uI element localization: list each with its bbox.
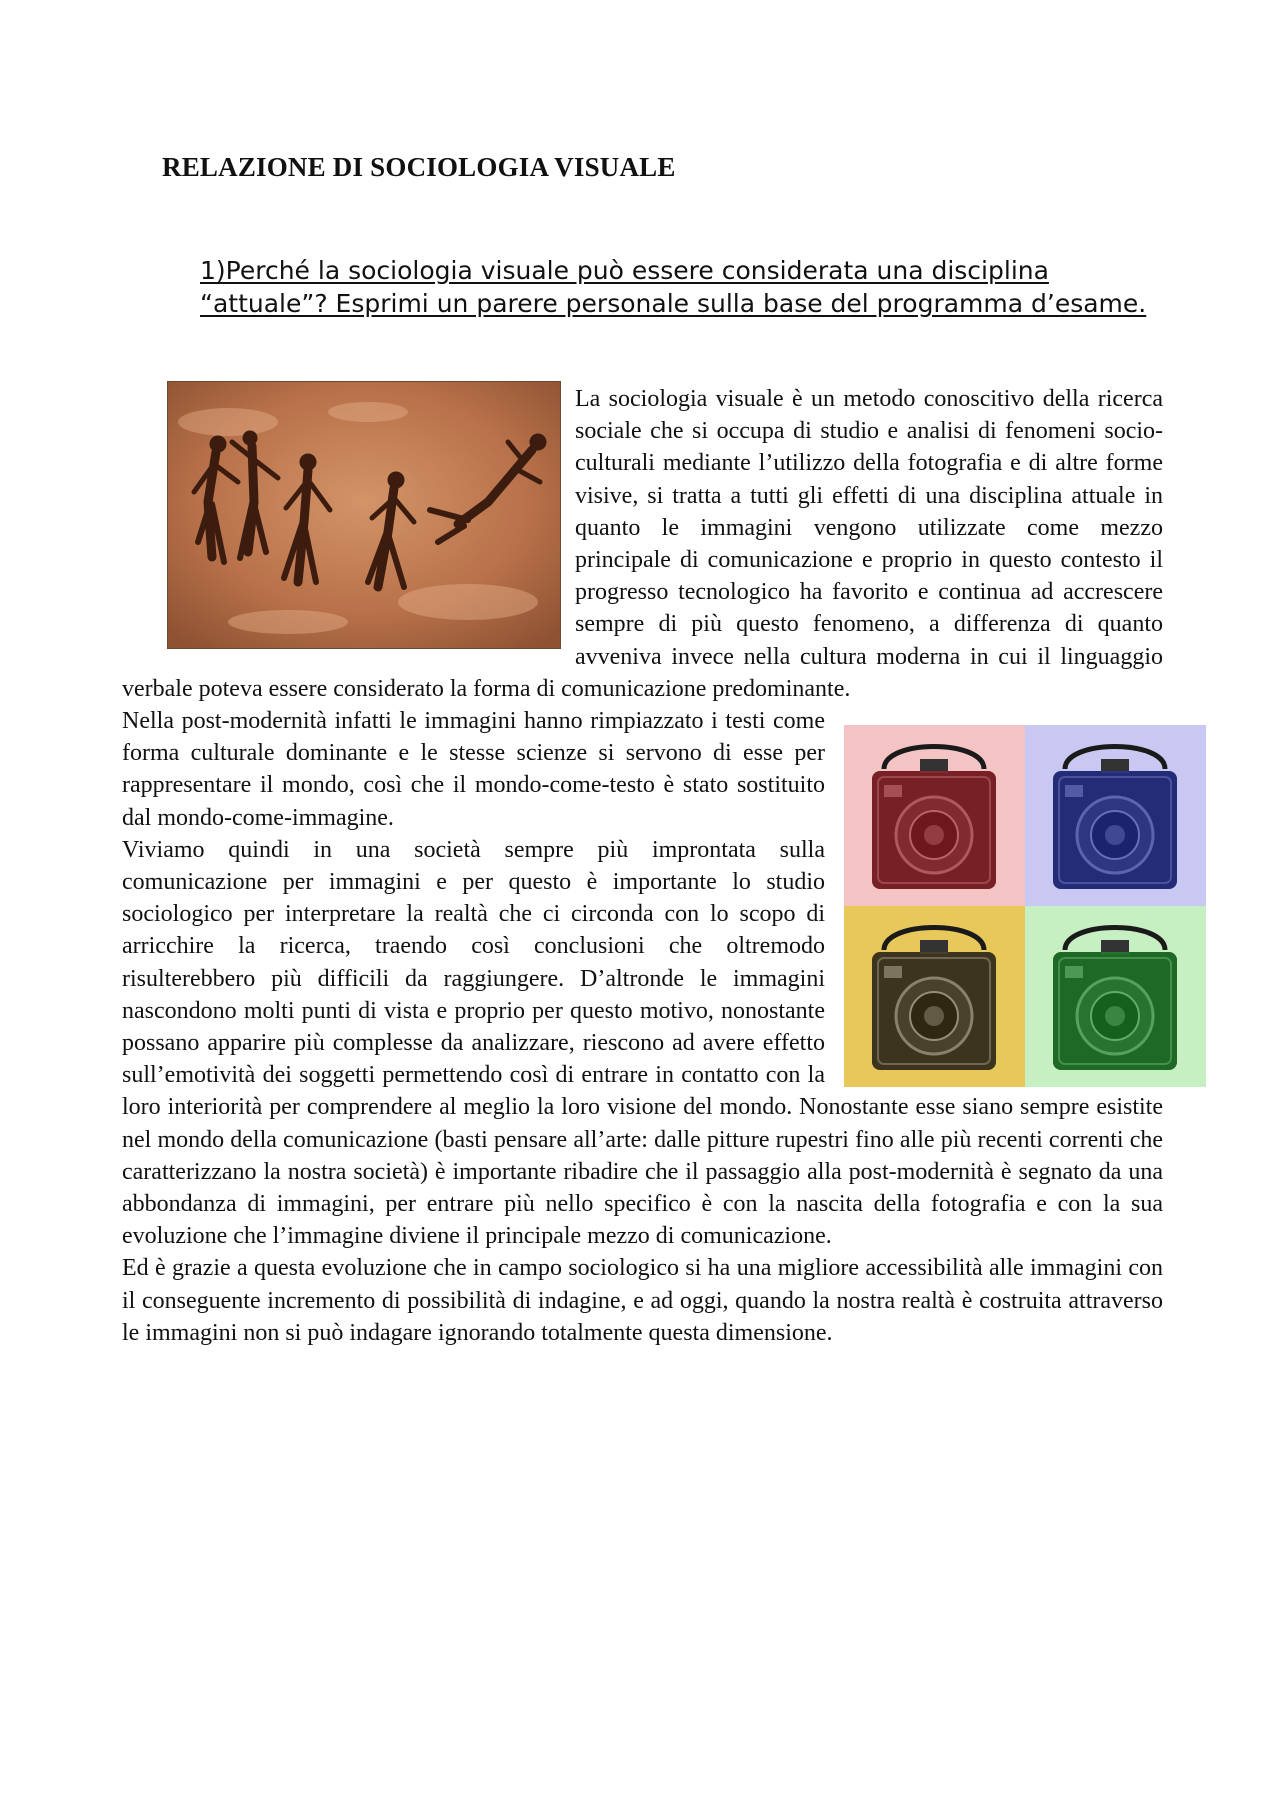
paragraph-4: Ed è grazie a questa evoluzione che in campo sociologico si ha una migliore accessibilità alle immagini con il conseguente incremento di possibilità di indagine, e ad oggi, quando la nostra realtà è costruita attraverso le immagini non si può indagare ignorando totalmente questa dimensione.	[122, 1255, 1163, 1346]
cave-painting-image	[167, 381, 561, 649]
document-body	[122, 383, 1163, 1349]
paragraph-2: Nella post-modernità infatti le immagini hanno rimpiazzato i testi come forma culturale dominante e le stesse scienze si servono di esse per rappresentare il mondo, così che il mondo-come-testo è stato sostituito dal mondo-come-immagine.	[122, 708, 825, 831]
pop-art-cameras-image	[844, 725, 1206, 1087]
question-heading: 1)Perché la sociologia visuale può essere considerata una disciplina “attuale”? Esprimi un parere personale sulla base del programma d’esame.	[200, 256, 1147, 318]
paragraph-3: Viviamo quindi in una società sempre più improntata sulla comunicazione per immagini e per questo è importante lo studio sociologico per interpretare la realtà che ci circonda con lo scopo di arricchire la ricerca, traendo così conclusioni che oltremodo risulterebbero più difficili da raggiungere. D’altronde le immagini nascondono molti punti di vista e proprio per questo motivo, nonostante possano apparire più complesse da analizzare, riescono ad avere effetto sull’emotività dei soggetti permettendo così di entrare in contatto con la loro interiorità per comprendere al meglio la loro visione del mondo. Nonostante esse siano sempre esistite nel mondo della comunicazione (basti pensare all’arte: dalle pitture rupestri fino alle più recenti correnti che caratterizzano la nostra società) è importante ribadire che il passaggio alla post-modernità è segnato da una abbondanza di immagini, per entrare più nello specifico è con la nascita della fotografia e con la sua evoluzione che l’immagine diviene il principale mezzo di comunicazione.	[122, 836, 1163, 1250]
paragraph-1: La sociologia visuale è un metodo conoscitivo della ricerca sociale che si occupa di studio e analisi di fenomeni socio-culturali mediante l’utilizzo della fotografia e di altre forme visive, si tratta a tutti gli effetti di una disciplina attuale in quanto le immagini vengono utilizzate come mezzo principale di comunicazione e proprio in questo contesto il progresso tecnologico ha favorito e continua ad accrescere sempre di più questo fenomeno, a differenza di quanto avveniva invece nella cultura moderna in cui il linguaggio verbale poteva essere considerato la forma di comunicazione predominante.	[122, 386, 1163, 702]
document-title: RELAZIONE DI SOCIOLOGIA VISUALE	[162, 152, 676, 182]
